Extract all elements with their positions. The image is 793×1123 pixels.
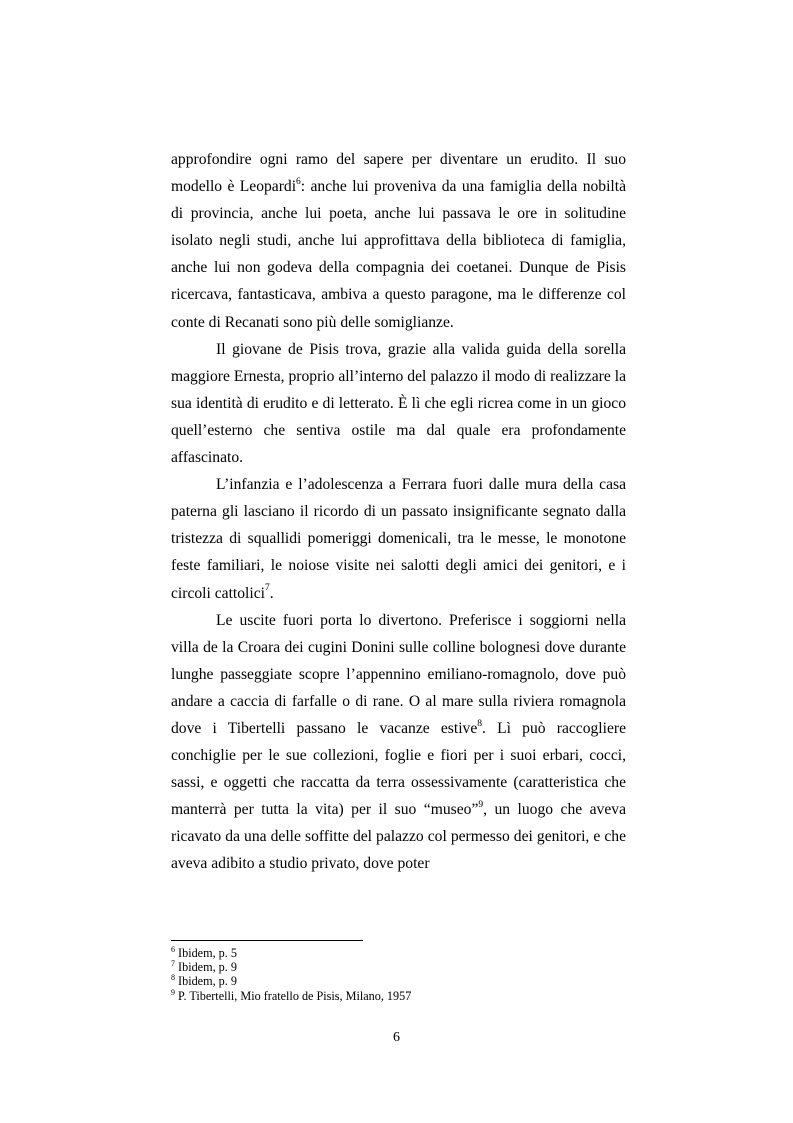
- page-number: 6: [393, 1030, 400, 1045]
- footnote-mark: 9: [171, 987, 175, 997]
- paragraph-4: Le uscite fuori porta lo divertono. Preferisce i soggiorni nella villa de la Croara dei cugini Donini sulle colline bolognesi dove durante lunghe passeggiate scopre l’appennino emiliano-romagnolo, dove può andare a caccia di farfalle o di rane. O al mare sulla riviera romagnola dove i Tibertelli passano le vacanze estive$^8$. Lì può raccogliere conchiglie per le sue collezioni, foglie e fiori per i suoi erbari, cocci, sassi, e oggetti che raccatta da terra ossessivamente (caratteristica che manterrà per tutta la vita) per il suo “museo”$^9$, un luogo che aveva ricavato da una delle soffitte del palazzo col permesso dei genitori, e che aveva adibito a studio privato, dove poter: [171, 611, 627, 873]
- paragraph-2: Il giovane de Pisis trova, grazie alla valida guida della sorella maggiore Ernesta, proprio all’interno del palazzo il modo di realizzare la sua identità di erudito e di letterato. È lì che egli ricrea come in un gioco quell’esterno che sentiva ostile ma dal quale era profondamente affascinato.: [171, 340, 626, 467]
- footnote-text: Ibidem, p. 9: [178, 974, 237, 989]
- footnote-text: Ibidem, p. 9: [178, 960, 237, 975]
- footnote: [171, 989, 631, 1003]
- footnote-divider: [171, 940, 363, 941]
- footnote-ref-6[interactable]: 6: [296, 176, 301, 187]
- footnote-mark: 7: [171, 959, 175, 969]
- paragraph-3: L’infanzia e l’adolescenza a Ferrara fuori dalle mura della casa paterna gli lasciano il ricordo di un passato insignificante segnato dalla tristezza di squallidi pomeriggi domenicali, tra le messe, le monotone feste familiari, le noiose visite nei salotti degli amici dei genitori, e i circoli cattolici$^7$.: [171, 476, 626, 602]
- paragraph-1: approfondire ogni ramo del sapere per diventare un erudito. Il suo modello è Leopardi$^6$: anche lui proveniva da una famiglia della nobiltà di provincia, anche lui poeta, anche lui passava le ore in solitudine isolato negli studi, anche lui approfittava della biblioteca di famiglia, anche lui non godeva della compagnia dei coetanei. Dunque de Pisis ricercava, fantasticava, ambiva a questo paragone, ma le differenze col conte di Recanati sono più delle somiglianze.: [171, 151, 627, 331]
- footnote: [171, 946, 631, 960]
- footnote-text: Ibidem, p. 5: [178, 946, 237, 960]
- footnote: [171, 974, 631, 988]
- footnote-text: P. Tibertelli, Mio fratello de Pisis, Milano, 1957: [178, 988, 412, 1003]
- body-text: [171, 146, 626, 878]
- footnote-ref-9[interactable]: 9: [478, 800, 484, 811]
- footnote: [171, 960, 631, 974]
- footnote-ref-7[interactable]: 7: [264, 583, 270, 594]
- footnote-mark: 8: [171, 973, 175, 983]
- footnote-mark: 6: [171, 944, 175, 954]
- footnote-ref-8[interactable]: 8: [477, 718, 482, 729]
- footnotes: [171, 946, 631, 1003]
